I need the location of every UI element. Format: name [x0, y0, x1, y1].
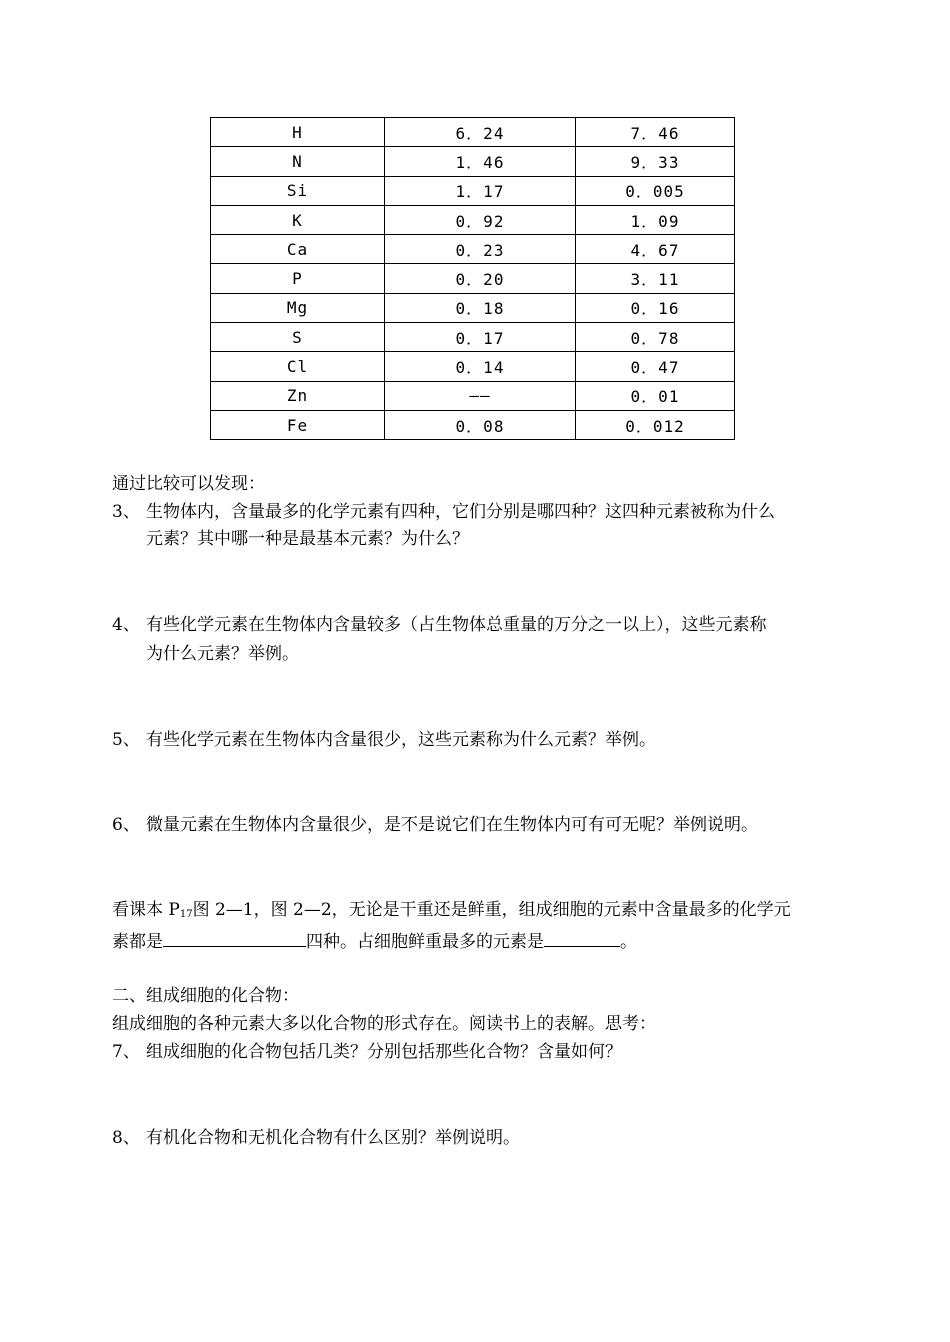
element-symbol-cell: Si: [211, 176, 385, 205]
value-col3-cell: 0．78: [576, 323, 735, 352]
most-abundant-element-blank[interactable]: [544, 928, 620, 947]
element-symbol-cell: N: [211, 147, 385, 176]
question-7-number: 7、: [112, 1042, 140, 1062]
intro-text: 通过比较可以发现：: [112, 474, 265, 494]
textbook-line2-end: 。: [620, 932, 637, 952]
value-col2-cell: 1．17: [385, 176, 576, 205]
value-col2-cell: 1．46: [385, 147, 576, 176]
textbook-page-subscript: 17: [179, 909, 193, 920]
textbook-ref-text: 图 2—1，图 2—2，无论是干重还是鲜重，组成细胞的元素中含量最多的化学元: [192, 900, 791, 920]
four-elements-blank[interactable]: [163, 928, 306, 947]
value-col2-cell: 0．17: [385, 323, 576, 352]
question-8-number: 8、: [112, 1128, 140, 1148]
textbook-ref-prefix: 看课本 P: [112, 900, 180, 920]
element-symbol-cell: Zn: [211, 381, 385, 410]
value-col2-cell: 0．18: [385, 293, 576, 322]
value-col3-cell: 1．09: [576, 205, 735, 234]
value-col2-cell: 0．23: [385, 235, 576, 264]
table-row: [211, 293, 735, 322]
element-symbol-cell: K: [211, 205, 385, 234]
element-symbol-cell: Ca: [211, 235, 385, 264]
textbook-line2-start: 素都是: [112, 932, 163, 952]
question-4-line2: 为什么元素？举例。: [146, 644, 299, 664]
question-3-number: 3、: [112, 502, 140, 522]
value-col2-cell: 6．24: [385, 118, 576, 147]
value-col3-cell: 0．01: [576, 381, 735, 410]
value-col3-cell: 3．11: [576, 264, 735, 293]
question-5-number: 5、: [112, 730, 140, 750]
textbook-line2-mid: 四种。占细胞鲜重最多的元素是: [306, 932, 544, 952]
question-4-line1: 有些化学元素在生物体内含量较多（占生物体总重量的万分之一以上），这些元素称: [146, 615, 767, 635]
table-row: [211, 264, 735, 293]
question-3-line2: 元素？其中哪一种是最基本元素？为什么？: [146, 529, 469, 549]
element-symbol-cell: Mg: [211, 293, 385, 322]
section-2-heading: 二、组成细胞的化合物：: [112, 986, 299, 1006]
value-col2-cell: 0．14: [385, 352, 576, 381]
table-row: [211, 410, 735, 439]
table-row: [211, 323, 735, 352]
element-symbol-cell: Fe: [211, 410, 385, 439]
element-content-table: [210, 117, 735, 440]
value-col3-cell: 0．47: [576, 352, 735, 381]
value-col2-cell: 0．20: [385, 264, 576, 293]
value-col2-cell: 0．08: [385, 410, 576, 439]
question-3-line1: 生物体内，含量最多的化学元素有四种，它们分别是哪四种？这四种元素被称为什么: [146, 502, 775, 522]
element-symbol-cell: Cl: [211, 352, 385, 381]
value-col2-cell: ——: [385, 381, 576, 410]
question-4-number: 4、: [112, 615, 140, 635]
question-7-line1: 组成细胞的化合物包括几类？分别包括那些化合物？含量如何？: [146, 1042, 622, 1062]
value-col3-cell: 0．012: [576, 410, 735, 439]
table-row: [211, 352, 735, 381]
question-6-number: 6、: [112, 815, 140, 835]
textbook-reference-line2: [112, 928, 637, 953]
value-col3-cell: 0．005: [576, 176, 735, 205]
value-col3-cell: 4．67: [576, 235, 735, 264]
table-row: [211, 381, 735, 410]
value-col3-cell: 7．46: [576, 118, 735, 147]
table-row: [211, 176, 735, 205]
value-col2-cell: 0．92: [385, 205, 576, 234]
value-col3-cell: 9．33: [576, 147, 735, 176]
table-row: [211, 235, 735, 264]
value-col3-cell: 0．16: [576, 293, 735, 322]
question-8-line1: 有机化合物和无机化合物有什么区别？举例说明。: [146, 1128, 520, 1148]
element-symbol-cell: S: [211, 323, 385, 352]
question-5-line1: 有些化学元素在生物体内含量很少，这些元素称为什么元素？举例。: [146, 730, 656, 750]
section-2-intro: 组成细胞的各种元素大多以化合物的形式存在。阅读书上的表解。思考：: [112, 1014, 656, 1034]
element-symbol-cell: H: [211, 118, 385, 147]
textbook-reference-line1: [112, 899, 791, 926]
table-row: [211, 205, 735, 234]
question-6-line1: 微量元素在生物体内含量很少，是不是说它们在生物体内可有可无呢？举例说明。: [146, 815, 758, 835]
element-symbol-cell: P: [211, 264, 385, 293]
table-row: [211, 147, 735, 176]
table-row: [211, 118, 735, 147]
